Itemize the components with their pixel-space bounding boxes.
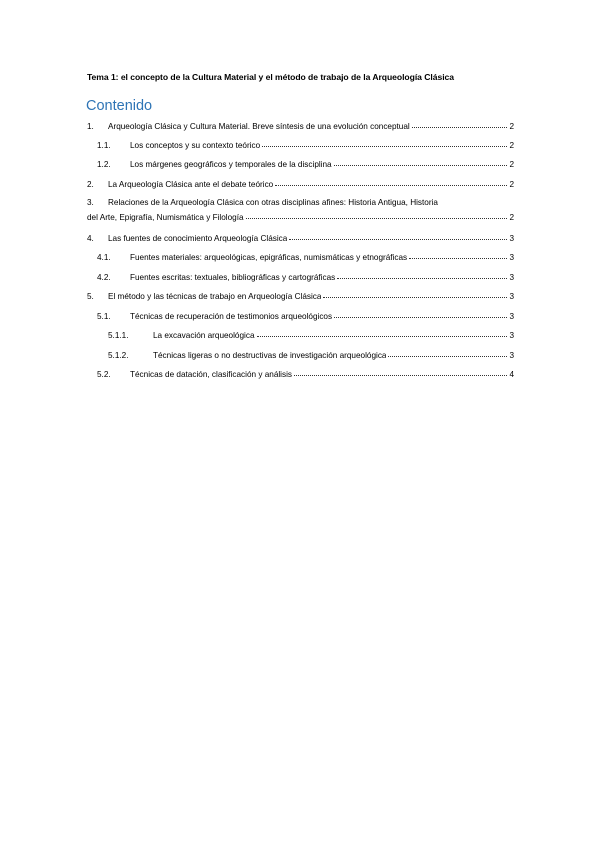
toc-entry-number: 3. bbox=[87, 198, 94, 207]
toc-entry-label-continued: del Arte, Epigrafía, Numismática y Filología bbox=[87, 213, 244, 222]
toc-entry-number: 5. bbox=[87, 292, 94, 301]
toc-entry-label: Técnicas de recuperación de testimonios arqueológicos bbox=[130, 312, 333, 321]
toc-entry-label: Arqueología Clásica y Cultura Material. Breve síntesis de una evolución conceptual bbox=[108, 122, 410, 131]
toc-entry-label: Fuentes materiales: arqueológicas, epigráficas, numismáticas y etnográficas bbox=[130, 253, 408, 262]
toc-entry[interactable] bbox=[87, 273, 514, 283]
toc-entry-page: 4 bbox=[509, 370, 514, 379]
toc-entry[interactable] bbox=[87, 312, 514, 322]
toc-entry-number: 1.2. bbox=[97, 160, 111, 169]
toc-entry[interactable] bbox=[87, 331, 514, 341]
toc-heading: Contenido bbox=[86, 98, 153, 114]
toc-entry-page: 3 bbox=[509, 331, 514, 340]
toc-entry-page: 2 bbox=[509, 141, 514, 150]
toc-entry-label: La Arqueología Clásica ante el debate teórico bbox=[108, 180, 274, 189]
toc-entry[interactable] bbox=[87, 122, 514, 132]
toc-entry-number: 5.2. bbox=[97, 370, 111, 379]
toc-leader-dots bbox=[409, 252, 507, 259]
toc-leader-dots bbox=[262, 140, 507, 147]
toc-entry-page: 3 bbox=[509, 292, 514, 301]
toc-entry-number: 1.1. bbox=[97, 141, 111, 150]
toc-entry[interactable] bbox=[87, 195, 514, 225]
toc-entry[interactable] bbox=[87, 253, 514, 263]
toc-entry-page: 2 bbox=[509, 122, 514, 131]
toc-leader-dots bbox=[246, 212, 508, 219]
toc-entry-number: 4. bbox=[87, 234, 94, 243]
toc-entry-number: 4.2. bbox=[97, 273, 111, 282]
toc-entry-page: 2 bbox=[509, 180, 514, 189]
toc-entry[interactable] bbox=[87, 292, 514, 302]
toc-entry-page: 3 bbox=[509, 312, 514, 321]
toc-entry-page: 3 bbox=[509, 273, 514, 282]
toc-leader-dots bbox=[257, 330, 508, 337]
toc-leader-dots bbox=[337, 272, 507, 279]
toc-entry[interactable] bbox=[87, 370, 514, 380]
toc-entry[interactable] bbox=[87, 351, 514, 361]
toc-entry-number: 5.1.2. bbox=[108, 351, 129, 360]
toc-entry[interactable] bbox=[87, 180, 514, 190]
document-title: Tema 1: el concepto de la Cultura Material y el método de trabajo de la Arqueología Clásica bbox=[87, 72, 454, 82]
toc-entry-label: La excavación arqueológica bbox=[153, 331, 255, 340]
toc-entry-label: Relaciones de la Arqueología Clásica con otras disciplinas afines: Historia Antigua, Historia bbox=[108, 198, 438, 207]
toc-entry-page: 3 bbox=[509, 234, 514, 243]
toc-entry-number: 5.1.1. bbox=[108, 331, 129, 340]
toc-leader-dots bbox=[334, 311, 507, 318]
toc-entry-line bbox=[87, 210, 514, 225]
toc-entry[interactable] bbox=[87, 141, 514, 151]
toc-entry-line bbox=[87, 195, 514, 210]
toc-entry[interactable] bbox=[87, 160, 514, 170]
toc-entry-label: El método y las técnicas de trabajo en Arqueología Clásica bbox=[108, 292, 322, 301]
toc-entry-label: Las fuentes de conocimiento Arqueología Clásica bbox=[108, 234, 288, 243]
toc-entry-page: 3 bbox=[509, 253, 514, 262]
toc-entry-label: Los márgenes geográficos y temporales de la disciplina bbox=[130, 160, 332, 169]
toc-leader-dots bbox=[334, 159, 508, 166]
toc-entry-label: Técnicas ligeras o no destructivas de investigación arqueológica bbox=[153, 351, 387, 360]
toc-entry-label: Técnicas de datación, clasificación y análisis bbox=[130, 370, 293, 379]
toc-entry[interactable] bbox=[87, 234, 514, 244]
toc-entry-number: 1. bbox=[87, 122, 94, 131]
toc-entry-page: 2 bbox=[509, 213, 514, 222]
toc-entry-label: Fuentes escritas: textuales, bibliográficas y cartográficas bbox=[130, 273, 336, 282]
toc-leader-dots bbox=[388, 350, 507, 357]
toc-entry-number: 5.1. bbox=[97, 312, 111, 321]
toc-entry-label: Los conceptos y su contexto teórico bbox=[130, 141, 261, 150]
toc-leader-dots bbox=[294, 369, 507, 376]
toc-entry-number: 4.1. bbox=[97, 253, 111, 262]
toc-entry-page: 3 bbox=[509, 351, 514, 360]
toc-entry-number: 2. bbox=[87, 180, 94, 189]
toc-leader-dots bbox=[275, 179, 507, 186]
toc-leader-dots bbox=[323, 291, 507, 298]
toc-leader-dots bbox=[289, 233, 507, 240]
toc-entry-page: 2 bbox=[509, 160, 514, 169]
toc-leader-dots bbox=[412, 121, 508, 128]
